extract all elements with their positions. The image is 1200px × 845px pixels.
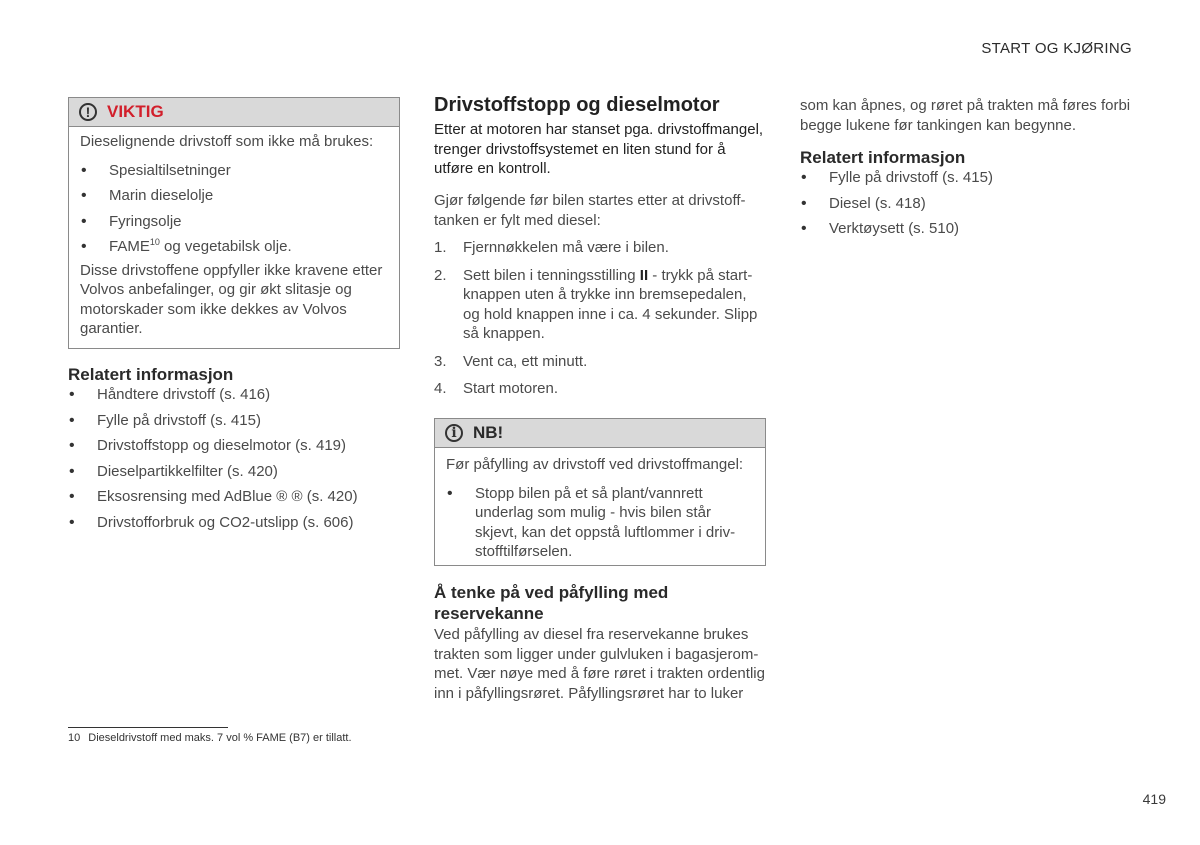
related-heading: Relatert informasjon <box>68 365 234 384</box>
related-link[interactable]: • Diesel (s. 418) <box>800 194 1140 214</box>
step-text: Start motoren. <box>463 380 559 397</box>
step-item <box>434 238 766 258</box>
related-link[interactable]: • Fylle på drivstoff (s. 415) <box>68 411 400 431</box>
section-header: START OG KJØRING <box>981 40 1132 57</box>
list-item: • Marin dieselolje <box>80 186 388 206</box>
related-link[interactable]: • Fylle på drivstoff (s. 415) <box>800 168 1140 188</box>
related-link[interactable]: • Håndtere drivstoff (s. 416) <box>68 385 400 405</box>
related-link[interactable]: • Verktøysett (s. 510) <box>800 219 1140 239</box>
warning-closing: Disse drivstoffene oppfyller ikke kravene etter Volvos anbefalinger, og gir økt slitasje og motorskader som ikke dekkes av Volvos garantier. <box>80 261 383 337</box>
footnote-ref: 10 <box>149 237 160 247</box>
note-box-header <box>435 419 765 448</box>
related-link[interactable]: • Dieselpartikkelfilter (s. 420) <box>68 462 400 482</box>
list-item: • Fyringsolje <box>80 212 388 232</box>
subsection-title: Å tenke på ved påfylling med reservekanne <box>434 583 669 623</box>
list-item <box>80 237 388 257</box>
related-info-right <box>800 147 1140 245</box>
continued-paragraph: som kan åpnes, og røret på trakten må føres forbi begge lukene før tankingen kan begynne. <box>800 97 1131 134</box>
lede-paragraph: Etter at motoren har stanset pga. drivstoffmangel, trenger drivstoffsystemet en liten stund for å utføre en kontroll. <box>434 121 764 177</box>
step-text: Vent ca, ett minutt. <box>463 352 588 370</box>
footnote-number: 10 <box>68 732 81 744</box>
page-number: 419 <box>1142 791 1166 807</box>
footnote <box>68 732 352 744</box>
related-link[interactable] <box>68 487 400 507</box>
footnote-text: Dieseldrivstoff med maks. 7 vol % FAME (B7) er tillatt. <box>88 732 352 744</box>
warning-title: VIKTIG <box>107 102 164 121</box>
adblue-text: Eksosrensing med AdBlue <box>97 488 273 505</box>
related-info-left <box>68 364 400 538</box>
related-list <box>800 168 1140 239</box>
steps-list <box>434 238 766 399</box>
note-box <box>434 418 766 566</box>
section-title: Drivstoffstopp og dieselmotor <box>434 94 720 116</box>
list-item: • Stopp bilen på et så plant/vannrett underlag som mulig - hvis bilen står skjevt, kan det oppstå luftlommer i drivstofftilførselen. <box>446 484 754 562</box>
warning-box-body <box>69 127 399 347</box>
related-heading: Relatert informasjon <box>800 148 966 167</box>
note-box-body <box>435 448 765 570</box>
adblue-suffix: ® ® (s. 420) <box>272 488 358 505</box>
warning-box <box>68 97 400 349</box>
step-number: 3. <box>434 352 447 370</box>
step-number: 4. <box>434 380 447 397</box>
related-list <box>68 385 400 532</box>
fame-text: FAME <box>109 238 150 255</box>
note-title: NB! <box>473 423 504 442</box>
subsection-body: Ved påfylling av diesel fra reservekanne brukes trakten som ligger under gulvluken i bagasjerommet. Vær nøye med å føre røret i trakten ordentlig inn i påfyllingsrøret. Påfyllingsrøret har to luker <box>434 626 765 702</box>
note-list <box>446 484 754 562</box>
step-text: Sett bilen i tenningsstilling <box>463 266 640 284</box>
step-number: 1. <box>434 239 447 256</box>
info-icon: i <box>445 424 463 442</box>
related-link[interactable]: • Drivstofforbruk og CO2-utslipp (s. 606) <box>68 513 400 533</box>
step-text-continued: - trykk på startknappen uten å trykke inn bremsepedalen, og hold knappen inne i ca. 4 sekunder. Slipp så knappen. <box>463 266 758 342</box>
step-number: 2. <box>434 266 447 284</box>
related-link[interactable]: • Drivstoffstopp og dieselmotor (s. 419) <box>68 436 400 456</box>
footnote-divider <box>68 727 228 728</box>
step-item <box>434 379 766 399</box>
note-intro: Før påfylling av drivstoff ved drivstoffmangel: <box>446 456 744 473</box>
intro-paragraph: Gjør følgende før bilen startes etter at drivstofftanken er fylt med diesel: <box>434 192 746 229</box>
list-item: • Spesialtilsetninger <box>80 161 388 181</box>
step-item <box>434 266 766 344</box>
step-text: Fjernnøkkelen må være i bilen. <box>463 239 669 256</box>
warning-box-header <box>69 98 399 127</box>
fame-suffix: og vegetabilsk olje. <box>159 238 292 255</box>
exclamation-icon: ! <box>79 103 97 121</box>
warning-list <box>80 161 388 257</box>
step-item <box>434 352 766 372</box>
warning-intro: Dieselignende drivstoff som ikke må brukes: <box>80 133 374 150</box>
ignition-position: II <box>639 266 649 284</box>
